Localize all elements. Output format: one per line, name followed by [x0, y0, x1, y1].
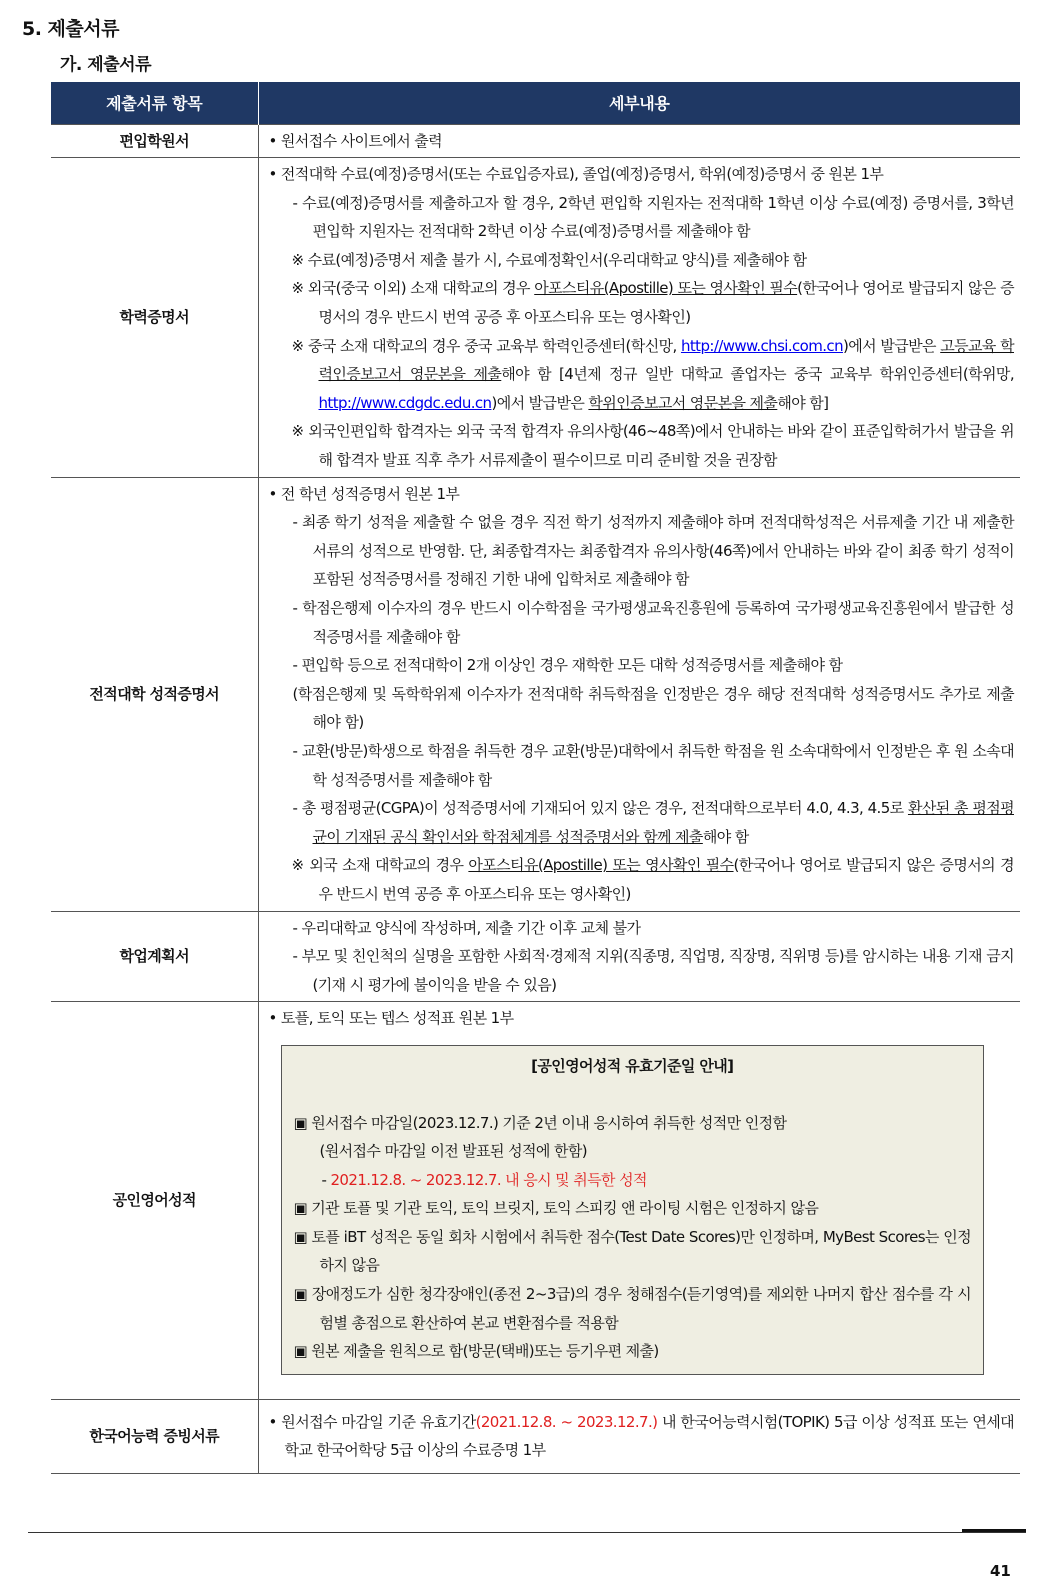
table-row-transcript [51, 477, 1020, 911]
detail-line [269, 274, 1015, 331]
notice-item: ▣ 원본 제출을 원칙으로 함(방문(택배)또는 등기우편 제출) [293, 1342, 659, 1361]
valid-period-text: (2021.12.8. ~ 2023.12.7.) [475, 1412, 658, 1431]
notice-item: ▣ 원서접수 마감일(2023.12.7.) 기준 2년 이내 응시하여 취득한 성적만 인정함 [293, 1113, 787, 1132]
row-label: 학업계획서 [51, 911, 258, 1002]
detail-line: ※ 수료(예정)증명서 제출 불가 시, 수료예정확인서(우리대학교 양식)를 제출해야 함 [291, 250, 807, 269]
underlined-text: 환산된 총 평점평균이 기재된 공식 확인서와 학점체계를 성적증명서와 함께 제출 [312, 799, 1014, 846]
table-row-english [51, 1002, 1020, 1400]
detail-line: ※ 외국인편입학 합격자는 외국 국적 합격자 유의사항(46~48쪽)에서 안내하는 바와 같이 표준입학허가서 발급을 위해 합격자 발표 직후 추가 서류제출이 필수이므로 미리 준비할 것을 권장함 [291, 422, 1014, 470]
detail-line: - 부모 및 친인척의 실명을 포함한 사회적·경제적 지위(직종명, 직업명, 직장명, 직위명 등)를 암시하는 내용 기재 금지(기재 시 평가에 불이익을 받을 수 있음) [292, 947, 1014, 994]
row-detail [258, 158, 1020, 478]
header-item: 제출서류 항목 [51, 82, 258, 124]
table-header-row [51, 82, 1020, 124]
row-label: 편입학원서 [51, 124, 258, 158]
detail-line: - 편입학 등으로 전적대학이 2개 이상인 경우 재학한 모든 대학 성적증명서를 제출해야 함 [292, 656, 843, 675]
table-row-korean [51, 1399, 1020, 1473]
notice-item: ▣ 기관 토플 및 기관 토익, 토익 브릿지, 토익 스피킹 앤 라이팅 시험은 인정하지 않음 [293, 1199, 819, 1218]
text: ※ 외국 소재 대학교의 경우 [291, 856, 469, 875]
detail-line: - 학점은행제 이수자의 경우 반드시 이수학점을 국가평생교육진흥원에 등록하여 국가평생교육진흥원에서 발급한 성적증명서를 제출해야 함 [292, 599, 1014, 646]
row-detail [258, 1002, 1020, 1400]
table-row-study-plan [51, 911, 1020, 1002]
detail-line: (학점은행제 및 독학학위제 이수자가 전적대학 취득학점을 인정받은 경우 해당 전적대학 성적증명서도 추가로 제출해야 함) [292, 684, 1014, 732]
detail-line: - 수료(예정)증명서를 제출하고자 할 경우, 2학년 편입학 지원자는 전적대학 1학년 이상 수료(예정) 증명서를, 3학년 편입학 지원자는 전적대학 2학년 이상 수료(예정)증명서를 제출해야 함 [292, 193, 1014, 241]
text: - 총 평점평균(CGPA)이 성적증명서에 기재되어 있지 않은 경우, 전적대학으로부터 4.0, 4.3, 4.5로 [292, 799, 908, 818]
row-label: 학력증명서 [51, 158, 258, 478]
text: )에서 발급받은 [491, 393, 589, 412]
detail-line: • 토플, 토익 또는 텝스 성적표 원본 1부 [268, 1009, 514, 1028]
notice-item: ▣ 토플 iBT 성적은 동일 회차 시험에서 취득한 점수(Test Date Scores)만 인정하며, MyBest Scores는 인정하지 않음 [293, 1227, 971, 1275]
row-detail [258, 911, 1020, 1002]
text: )에서 발급받은 [842, 336, 941, 355]
row-label: 공인영어성적 [51, 1002, 258, 1400]
text: ※ 중국 소재 대학교의 경우 중국 교육부 학력인증센터(학신망, [291, 336, 681, 355]
footer-divider [28, 1532, 1026, 1533]
section-title: 5. 제출서류 [22, 18, 119, 40]
page-number: 41 [990, 1562, 1011, 1580]
detail-line: • 전 학년 성적증명서 원본 1부 [268, 484, 460, 503]
footer-accent-bar [962, 1529, 1026, 1532]
valid-period-text: 2021.12.8. ~ 2023.12.7. 내 응시 및 취득한 성적 [330, 1170, 647, 1189]
detail-line [269, 851, 1015, 908]
table-row-academic [51, 158, 1020, 478]
detail-line: • 원서접수 사이트에서 출력 [268, 131, 443, 150]
detail-line: • 전적대학 수료(예정)증명서(또는 수료입증자료), 졸업(예정)증명서, 학위(예정)증명서 중 원본 1부 [268, 165, 884, 184]
dash: - [321, 1170, 331, 1189]
text: 해야 함 [702, 827, 749, 846]
detail-line: - 우리대학교 양식에 작성하며, 제출 기간 이후 교체 불가 [292, 918, 641, 937]
detail-line [269, 332, 1015, 418]
detail-line [269, 794, 1015, 851]
underlined-text: 고등교육 학력인증보고서 영문본을 제출 [318, 336, 1014, 384]
section-subtitle: 가. 제출서류 [60, 55, 151, 75]
detail-line: - 교환(방문)학생으로 학점을 취득한 경우 교환(방문)대학에서 취득한 학점을 원 소속대학에서 인정받은 후 원 소속대학 성적증명서를 제출해야 함 [292, 741, 1014, 789]
underlined-text: 아포스티유(Apostille) 또는 영사확인 필수 [534, 279, 798, 298]
detail-line: - 최종 학기 성적을 제출할 수 없을 경우 직전 학기 성적까지 제출해야 하며 전적대학성적은 서류제출 기간 내 제출한 서류의 성적으로 반영함. 단, 최종합격자는 최종합격자 유의사항(46쪽)에서 안내하는 바와 같이 최종 학기 성적이 포함된 성적증명서를 정해진 기한 내에 입학처로 제출해야 함 [292, 513, 1014, 589]
text: 해야 함 [4년제 정규 일반 대학교 졸업자는 중국 교육부 학위인증센터(학위망, [501, 365, 1014, 384]
detail-line [269, 1408, 1015, 1465]
notice-title: [공인영어성적 유효기준일 안내] [531, 1056, 734, 1075]
text: (한국어나 영어로 발급되지 않은 증명서의 경우 반드시 번역 공증 후 아포스티유 또는 영사확인) [318, 279, 1014, 327]
notice-item-sub [294, 1166, 972, 1195]
chsi-link[interactable]: http://www.chsi.com.cn [680, 336, 843, 355]
row-detail [258, 1399, 1020, 1473]
text: ※ 외국(중국 이외) 소재 대학교의 경우 [291, 279, 535, 298]
text: 내 한국어능력시험(TOPIK) 5급 이상 성적표 또는 연세대학교 한국어학당 5급 이상의 수료증명 1부 [284, 1412, 1014, 1460]
row-label: 한국어능력 증빙서류 [51, 1399, 258, 1473]
underlined-text: 아포스티유(Apostille) 또는 영사확인 필수 [468, 856, 734, 875]
english-score-notice-box [281, 1045, 985, 1375]
text: 해야 함] [777, 393, 829, 412]
underlined-text: 학위인증보고서 영문본을 제출 [588, 393, 778, 412]
row-label: 전적대학 성적증명서 [51, 477, 258, 911]
notice-item-sub: (원서접수 마감일 이전 발표된 성적에 한함) [319, 1142, 587, 1161]
text: • 원서접수 마감일 기준 유효기간 [268, 1412, 476, 1431]
header-detail: 세부내용 [258, 82, 1020, 124]
table-row-application [51, 124, 1020, 158]
row-detail [258, 124, 1020, 158]
row-detail [258, 477, 1020, 911]
documents-table [51, 82, 1020, 1474]
notice-item: ▣ 장애정도가 심한 청각장애인(종전 2~3급)의 경우 청해점수(듣기영역)를 제외한 나머지 합산 점수를 각 시험별 총점으로 환산하여 본교 변환점수를 적용함 [293, 1285, 971, 1332]
cdgdc-link[interactable]: http://www.cdgdc.edu.cn [318, 393, 492, 412]
text: (한국어나 영어로 발급되지 않은 증명서의 경우 반드시 번역 공증 후 아포스티유 또는 영사확인) [318, 856, 1014, 903]
